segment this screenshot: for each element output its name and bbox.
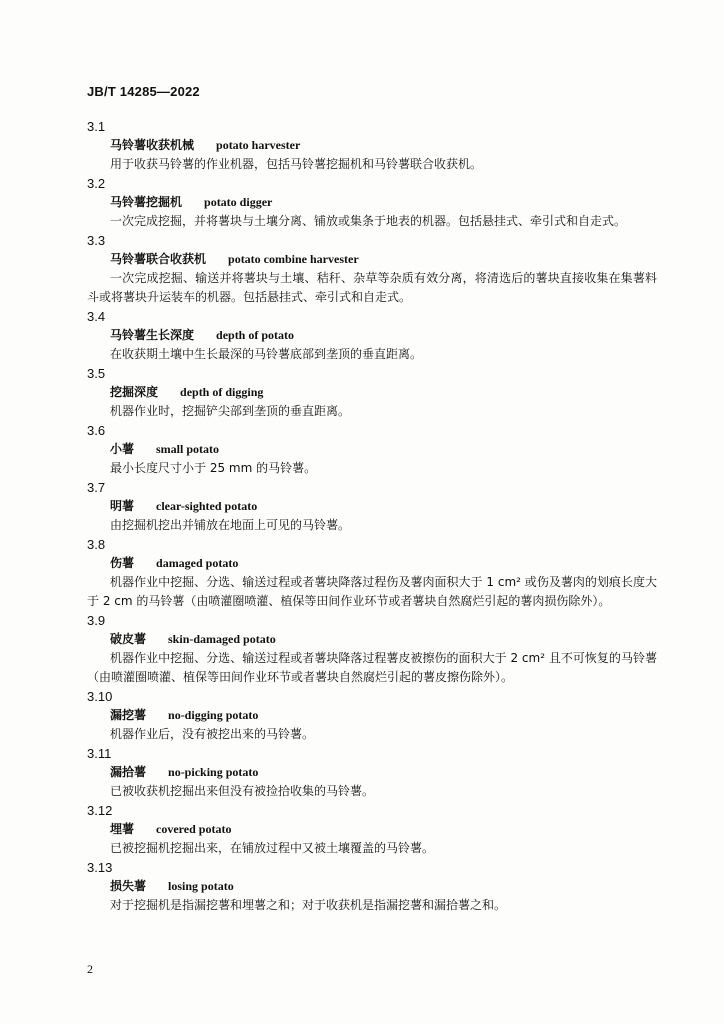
- entry-number: 3.8: [87, 537, 106, 552]
- term-line: [110, 630, 724, 649]
- term-english: skin-damaged potato: [168, 632, 276, 646]
- term-entry: [0, 117, 724, 174]
- term-definition: 一次完成挖掘、输送并将薯块与土壤、秸秆、杂草等杂质有效分离，将清选后的薯块直接收集在集薯料斗或将薯块升运装车的机器。包括悬挂式、牵引式和自走式。: [87, 271, 657, 304]
- term-entry: [0, 687, 724, 744]
- entry-number: 3.13: [87, 860, 113, 875]
- term-definition: 在收获期土壤中生长最深的马铃薯底部到垄顶的垂直距离。: [110, 347, 423, 361]
- entry-number: 3.3: [87, 233, 106, 248]
- term-entry: [0, 801, 724, 858]
- term-english: depth of potato: [216, 328, 295, 342]
- term-english: potato combine harvester: [228, 252, 359, 266]
- entry-number: 3.1: [87, 119, 106, 134]
- term-definition: 由挖掘机挖出并铺放在地面上可见的马铃薯。: [110, 518, 351, 532]
- term-chinese: 破皮薯: [110, 632, 147, 646]
- entry-number: 3.12: [87, 803, 113, 818]
- term-entry: [0, 611, 724, 687]
- term-entry: [0, 535, 724, 611]
- term-definition: 一次完成挖掘，并将薯块与土壤分离、铺放或集条于地表的机器。包括悬挂式、牵引式和自走式。: [110, 214, 627, 228]
- term-line: [110, 136, 724, 155]
- standard-code-header: JB/T 14285—2022: [87, 84, 200, 99]
- page-number: 2: [87, 962, 93, 976]
- term-line: [110, 383, 724, 402]
- term-definition: 机器作业后，没有被挖出来的马铃薯。: [110, 727, 315, 741]
- term-entry: [0, 231, 724, 307]
- term-entry: [0, 858, 724, 915]
- entry-number: 3.2: [87, 176, 106, 191]
- term-english: potato digger: [204, 195, 273, 209]
- term-english: no-picking potato: [168, 765, 259, 779]
- term-entry: [0, 364, 724, 421]
- term-english: depth of digging: [180, 385, 264, 399]
- term-definition: 用于收获马铃薯的作业机器，包括马铃薯挖掘机和马铃薯联合收获机。: [110, 157, 483, 171]
- term-entry: [0, 174, 724, 231]
- term-definition: 最小长度尺寸小于 25 mm 的马铃薯。: [110, 461, 317, 475]
- term-entry: [0, 744, 724, 801]
- term-definition: 机器作业时，挖掘铲尖部到垄顶的垂直距离。: [110, 404, 351, 418]
- term-english: small potato: [156, 442, 220, 456]
- term-chinese: 小薯: [110, 442, 135, 456]
- term-english: damaged potato: [156, 556, 239, 570]
- term-line: [110, 440, 724, 459]
- term-line: [110, 326, 724, 345]
- term-definition: 已被收获机挖掘出来但没有被捡拾收集的马铃薯。: [110, 784, 375, 798]
- term-line: [110, 497, 724, 516]
- term-line: [110, 706, 724, 725]
- term-line: [110, 820, 724, 839]
- term-entry: [0, 421, 724, 478]
- term-chinese: 马铃薯收获机械: [110, 138, 195, 152]
- term-line: [110, 193, 724, 212]
- terms-definitions-list: [0, 117, 724, 915]
- term-chinese: 挖掘深度: [110, 385, 159, 399]
- term-definition: 机器作业中挖掘、分选、输送过程或者薯块降落过程伤及薯肉面积大于 1 cm² 或伤及薯肉的划痕长度大于 2 cm 的马铃薯（由喷灌圈喷灌、植保等田间作业环节或者薯块自然腐烂引起的薯肉损伤除外）。: [87, 575, 657, 608]
- term-chinese: 明薯: [110, 499, 135, 513]
- term-definition: 机器作业中挖掘、分选、输送过程或者薯块降落过程薯皮被擦伤的面积大于 2 cm² 且不可恢复的马铃薯（由喷灌圈喷灌、植保等田间作业环节或者薯块自然腐烂引起的薯皮擦伤除外）。: [87, 651, 657, 684]
- term-line: [110, 554, 724, 573]
- entry-number: 3.6: [87, 423, 106, 438]
- term-entry: [0, 478, 724, 535]
- term-english: losing potato: [168, 879, 234, 893]
- term-chinese: 马铃薯挖掘机: [110, 195, 183, 209]
- term-chinese: 马铃薯生长深度: [110, 328, 195, 342]
- entry-number: 3.4: [87, 309, 106, 324]
- term-english: clear-sighted potato: [156, 499, 258, 513]
- term-chinese: 损失薯: [110, 879, 147, 893]
- term-line: [110, 877, 724, 896]
- entry-number: 3.5: [87, 366, 106, 381]
- term-entry: [0, 307, 724, 364]
- entry-number: 3.11: [87, 746, 112, 761]
- term-chinese: 漏挖薯: [110, 708, 147, 722]
- term-chinese: 马铃薯联合收获机: [110, 252, 207, 266]
- entry-number: 3.10: [87, 689, 113, 704]
- entry-number: 3.7: [87, 480, 106, 495]
- term-chinese: 伤薯: [110, 556, 135, 570]
- term-chinese: 漏拾薯: [110, 765, 147, 779]
- term-english: no-digging potato: [168, 708, 259, 722]
- term-line: [110, 250, 724, 269]
- term-definition: 对于挖掘机是指漏挖薯和埋薯之和；对于收获机是指漏挖薯和漏拾薯之和。: [110, 898, 507, 912]
- term-english: covered potato: [156, 822, 232, 836]
- term-english: potato harvester: [216, 138, 301, 152]
- term-definition: 已被挖掘机挖掘出来，在铺放过程中又被土壤覆盖的马铃薯。: [110, 841, 435, 855]
- term-line: [110, 763, 724, 782]
- term-chinese: 埋薯: [110, 822, 135, 836]
- entry-number: 3.9: [87, 613, 106, 628]
